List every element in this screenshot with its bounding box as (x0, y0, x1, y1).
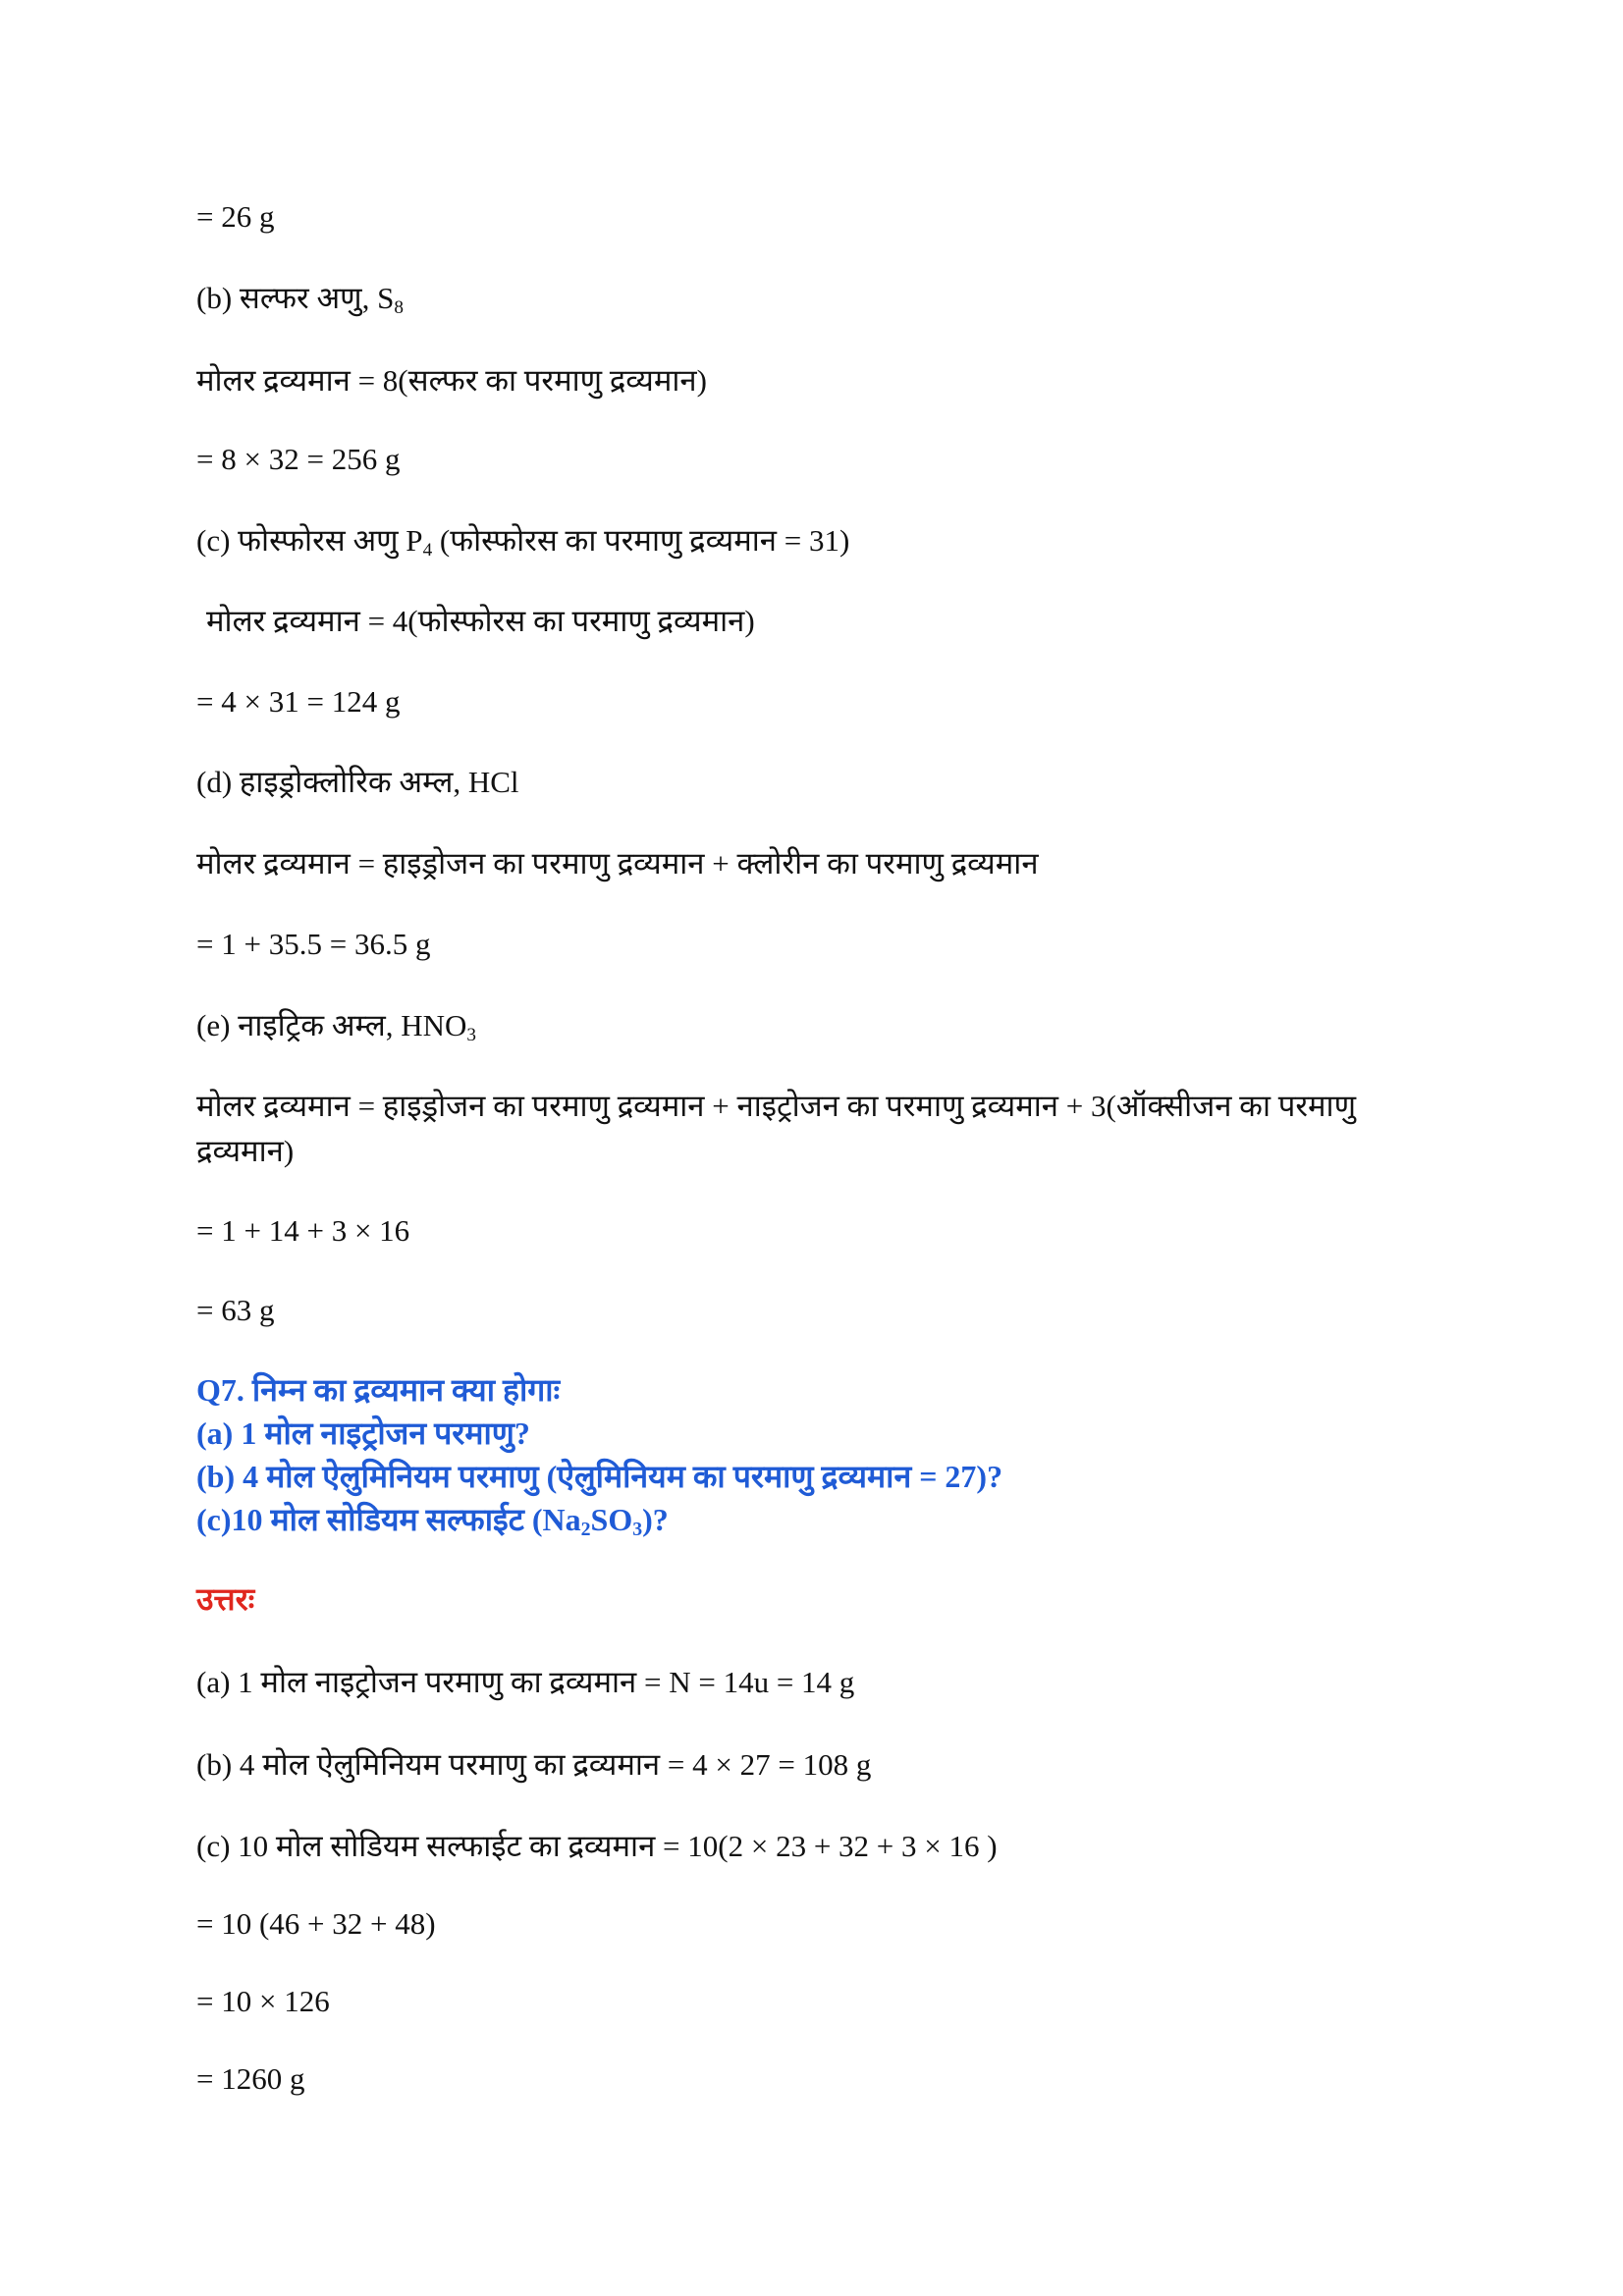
text-span: (b) सल्फर अणु, S (196, 281, 395, 315)
question-part-b: (b) 4 मोल ऐलुमिनियम परमाणु (ऐलुमिनियम का परमाणु द्रव्यमान = 27)? (196, 1459, 1003, 1494)
question-title: Q7. निम्न का द्रव्यमान क्या होगाः (196, 1372, 561, 1408)
text-line: = 63 g (196, 1293, 275, 1327)
text-line: (b) 4 मोल ऐलुमिनियम परमाणु का द्रव्यमान = 4 × 27 = 108 g (196, 1747, 872, 1782)
subscript: 4 (422, 539, 433, 561)
question-part-a: (a) 1 मोल नाइट्रोजन परमाणु? (196, 1415, 530, 1451)
text-line: = 1 + 35.5 = 36.5 g (196, 927, 431, 961)
part-e-heading (196, 1007, 476, 1044)
answer-label: उत्तरः (196, 1581, 255, 1617)
text-line: = 1260 g (196, 2061, 305, 2096)
text-paragraph: मोलर द्रव्यमान = हाइड्रोजन का परमाणु द्रव्यमान + नाइट्रोजन का परमाणु द्रव्यमान + 3(ऑक्सीजन का परमाणु द्रव्यमान) (196, 1089, 1357, 1168)
text-line: मोलर द्रव्यमान = 4(फोस्फोरस का परमाणु द्रव्यमान) (206, 604, 755, 638)
part-c-heading (196, 522, 849, 560)
text-span: (e) नाइट्रिक अम्ल, HNO (196, 1008, 467, 1042)
text-span: (c)10 मोल सोडियम सल्फाईट (Na (196, 1502, 581, 1537)
text-line: मोलर द्रव्यमान = हाइड्रोजन का परमाणु द्रव्यमान + क्लोरीन का परमाणु द्रव्यमान (196, 846, 1039, 881)
text-line: = 8 × 32 = 256 g (196, 442, 401, 476)
part-d-heading: (d) हाइड्रोक्लोरिक अम्ल, HCl (196, 765, 519, 799)
text-line: मोलर द्रव्यमान = 8(सल्फर का परमाणु द्रव्यमान) (196, 363, 707, 398)
part-b-heading (196, 280, 404, 317)
subscript: 3 (466, 1024, 477, 1045)
text-line: (c) 10 मोल सोडियम सल्फाईट का द्रव्यमान = 10(2 × 23 + 32 + 3 × 16 ) (196, 1829, 998, 1863)
subscript: 3 (632, 1518, 643, 1540)
text-span: SO (590, 1502, 633, 1537)
text-line: (a) 1 मोल नाइट्रोजन परमाणु का द्रव्यमान = N = 14u = 14 g (196, 1665, 855, 1699)
text-line: = 26 g (196, 199, 275, 234)
subscript: 8 (394, 296, 404, 318)
text-line: = 1 + 14 + 3 × 16 (196, 1213, 410, 1248)
subscript: 2 (580, 1518, 591, 1540)
text-span: )? (642, 1502, 669, 1537)
text-span: (फोस्फोरस का परमाणु द्रव्यमान = 31) (432, 523, 850, 558)
text-line: = 10 (46 + 32 + 48) (196, 1906, 436, 1941)
text-line: = 4 × 31 = 124 g (196, 684, 401, 719)
text-span: (c) फोस्फोरस अणु P (196, 523, 423, 558)
question-part-c (196, 1498, 669, 1541)
text-line: = 10 × 126 (196, 1984, 330, 2018)
